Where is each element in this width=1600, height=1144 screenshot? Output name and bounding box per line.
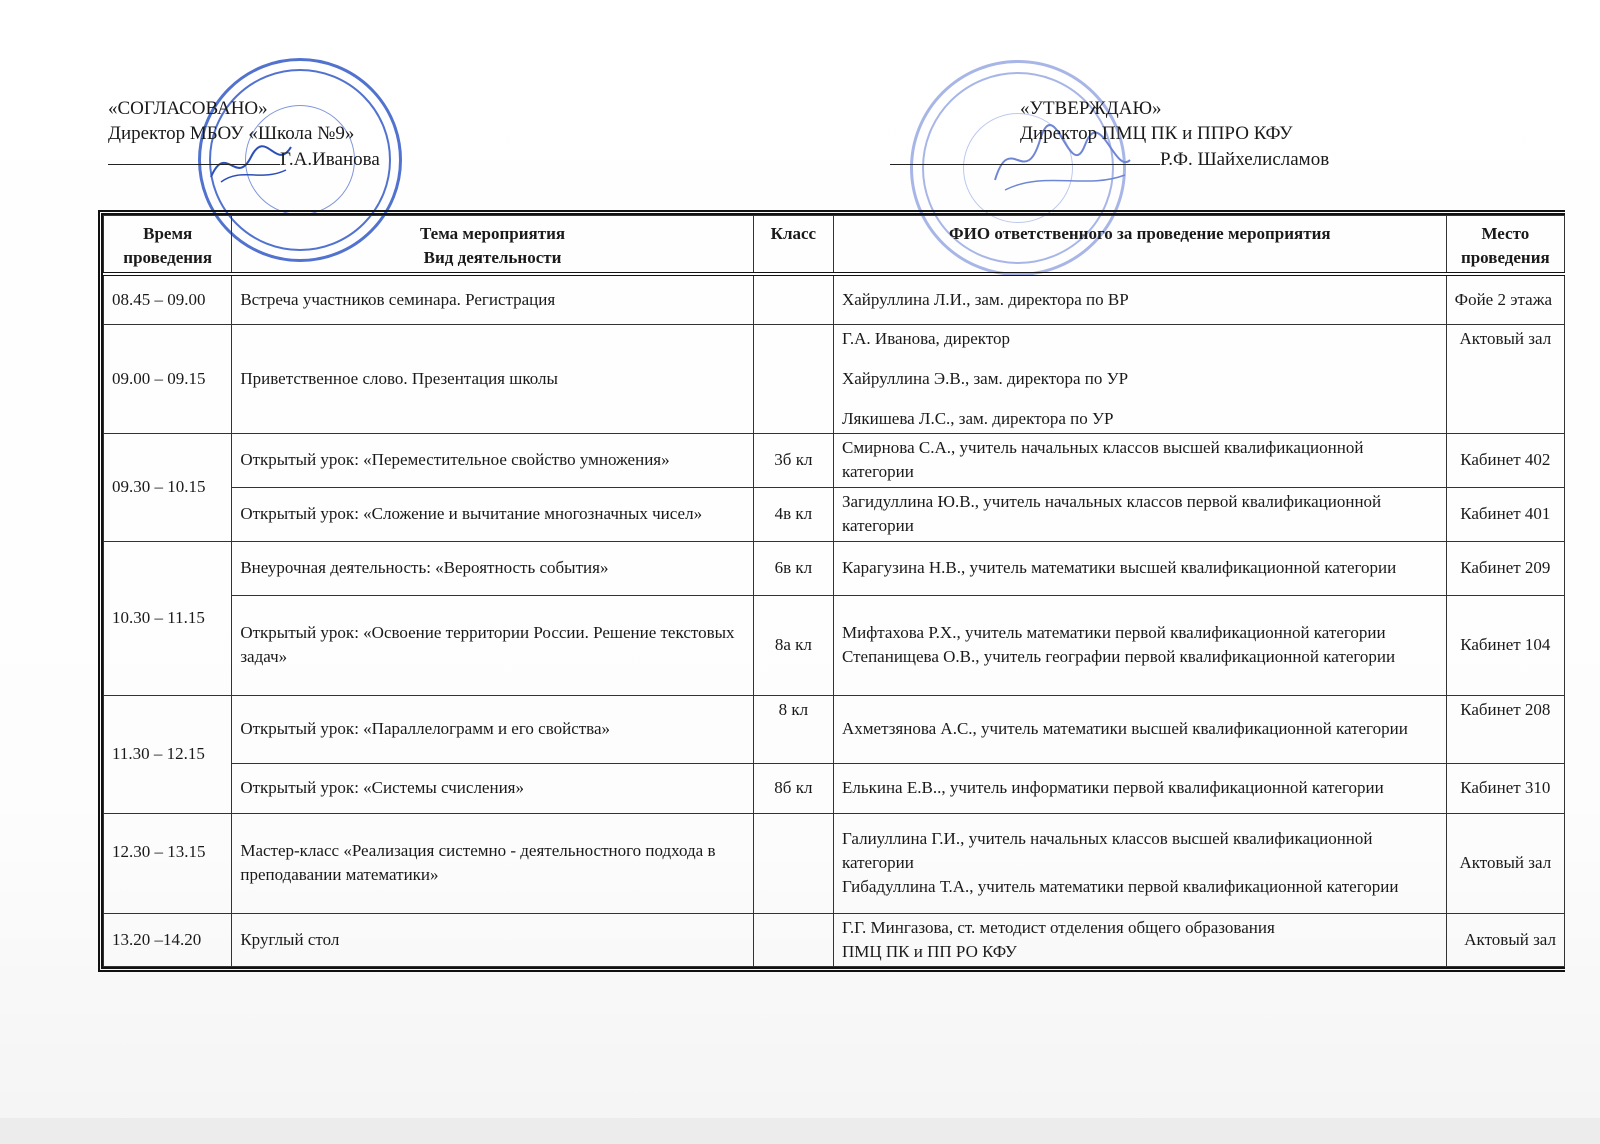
responsible-person: Мифтахова Р.Х., учитель математики первой квалификационной категории (841, 623, 1386, 642)
cell-responsible (833, 274, 1446, 324)
responsible-person: Лякишева Л.С., зам. директора по УР (841, 408, 1114, 428)
table-row (104, 541, 1565, 595)
cell-place: Актовый зал (1446, 324, 1564, 433)
responsible-person: Загидуллина Ю.В., учитель начальных классов первой квалификационной категории (841, 492, 1382, 535)
approval-label: «СОГЛАСОВАНО» (108, 98, 268, 119)
cell-topic: Встреча участников семинара. Регистрация (232, 274, 753, 324)
table-row (104, 763, 1565, 813)
responsible-person: Хайруллина Э.В., зам. директора по УР (841, 368, 1129, 388)
schedule-table-frame (98, 210, 1565, 972)
approval-position: Директор МБОУ «Школа №9» (108, 123, 355, 144)
cell-time: 10.30 – 11.15 (104, 541, 232, 695)
table-row (104, 324, 1565, 433)
approval-block-right (1020, 96, 1329, 172)
table-header-row (104, 216, 1565, 275)
cell-topic: Мастер-класс «Реализация системно - деятельностного подхода в преподавании математики» (232, 813, 753, 913)
cell-time: 08.45 – 09.00 (104, 274, 232, 324)
cell-class: 4в кл (753, 487, 833, 541)
cell-place: Кабинет 209 (1446, 541, 1564, 595)
responsible-person: Г.Г. Мингазова, ст. методист отделения общего образования (841, 917, 1275, 937)
cell-class (753, 274, 833, 324)
cell-responsible (833, 541, 1446, 595)
line-gap (842, 351, 1438, 367)
cell-class: 6в кл (753, 541, 833, 595)
cell-responsible (833, 813, 1446, 913)
table-row (104, 695, 1565, 763)
schedule-table (103, 215, 1565, 967)
approval-position: Директор ПМЦ ПК и ППРО КФУ (1020, 123, 1293, 144)
cell-responsible (833, 913, 1446, 966)
header-class: Класс (753, 216, 833, 275)
scan-bottom-edge (0, 1118, 1600, 1144)
cell-topic: Внеурочная деятельность: «Вероятность события» (232, 541, 753, 595)
approval-signature-line (108, 146, 380, 172)
signature-blank (890, 146, 1160, 165)
cell-responsible (833, 595, 1446, 695)
cell-topic: Открытый урок: «Освоение территории России. Решение текстовых задач» (232, 595, 753, 695)
cell-class: 3б кл (753, 433, 833, 487)
cell-time: 09.30 – 10.15 (104, 433, 232, 541)
cell-time: 12.30 – 13.15 (104, 813, 232, 913)
cell-class: 8а кл (753, 595, 833, 695)
cell-responsible (833, 487, 1446, 541)
approval-block-left (108, 96, 380, 172)
cell-place: Кабинет 208 (1446, 695, 1564, 763)
responsible-person: Хайруллина Л.И., зам. директора по ВР (841, 289, 1129, 309)
cell-place: Фойе 2 этажа (1446, 274, 1564, 324)
header-responsible: ФИО ответственного за проведение мероприятия (833, 216, 1446, 275)
responsible-person: Смирнова С.А., учитель начальных классов высшей квалификационной категории (841, 438, 1364, 481)
cell-class (753, 813, 833, 913)
cell-class (753, 324, 833, 433)
cell-place: Актовый зал (1446, 913, 1564, 966)
approval-name: Р.Ф. Шайхелисламов (1160, 149, 1330, 170)
responsible-person: ПМЦ ПК и ПП РО КФУ (841, 941, 1017, 961)
line-gap (842, 391, 1438, 407)
signature-blank (108, 146, 280, 165)
cell-class (753, 913, 833, 966)
cell-topic: Открытый урок: «Переместительное свойство умножения» (232, 433, 753, 487)
cell-place: Кабинет 402 (1446, 433, 1564, 487)
cell-responsible (833, 324, 1446, 433)
header-place: Место проведения (1446, 216, 1564, 275)
cell-place: Кабинет 310 (1446, 763, 1564, 813)
cell-topic: Открытый урок: «Сложение и вычитание многозначных чисел» (232, 487, 753, 541)
cell-topic: Круглый стол (232, 913, 753, 966)
responsible-person: Г.А. Иванова, директор (841, 328, 1011, 348)
header-topic (232, 216, 753, 275)
table-row (104, 913, 1565, 966)
responsible-person: Карагузина Н.В., учитель математики высшей квалификационной категории (841, 558, 1397, 577)
cell-responsible (833, 763, 1446, 813)
cell-time: 09.00 – 09.15 (104, 324, 232, 433)
cell-class: 8б кл (753, 763, 833, 813)
cell-responsible (833, 433, 1446, 487)
responsible-person: Степанищева О.В., учитель географии первой квалификационной категории (841, 647, 1396, 666)
cell-time: 13.20 –14.20 (104, 913, 232, 966)
table-row (104, 274, 1565, 324)
approval-name: Г.А.Иванова (280, 149, 380, 170)
cell-responsible (833, 695, 1446, 763)
cell-topic: Приветственное слово. Презентация школы (232, 324, 753, 433)
cell-class: 8 кл (753, 695, 833, 763)
cell-place: Кабинет 104 (1446, 595, 1564, 695)
cell-place: Кабинет 401 (1446, 487, 1564, 541)
cell-place: Актовый зал (1446, 813, 1564, 913)
table-row (104, 813, 1565, 913)
header-time: Время проведения (104, 216, 232, 275)
cell-time: 11.30 – 12.15 (104, 695, 232, 813)
table-row (104, 487, 1565, 541)
cell-topic: Открытый урок: «Системы счисления» (232, 763, 753, 813)
header-topic-line2: Вид деятельности (423, 248, 562, 267)
header-topic-line1: Тема мероприятия (419, 224, 566, 243)
cell-topic: Открытый урок: «Параллелограмм и его свойства» (232, 695, 753, 763)
responsible-person: Ахметзянова А.С., учитель математики высшей квалификационной категории (841, 719, 1408, 738)
approval-signature-line (890, 146, 1329, 172)
responsible-person: Елькина Е.В.., учитель информатики первой квалификационной категории (841, 778, 1384, 797)
table-row (104, 595, 1565, 695)
table-row (104, 433, 1565, 487)
approval-label: «УТВЕРЖДАЮ» (1020, 98, 1162, 119)
responsible-person: Галиуллина Г.И., учитель начальных классов высшей квалификационной категории (841, 829, 1373, 872)
responsible-person: Гибадуллина Т.А., учитель математики первой квалификационной категории (841, 877, 1399, 896)
